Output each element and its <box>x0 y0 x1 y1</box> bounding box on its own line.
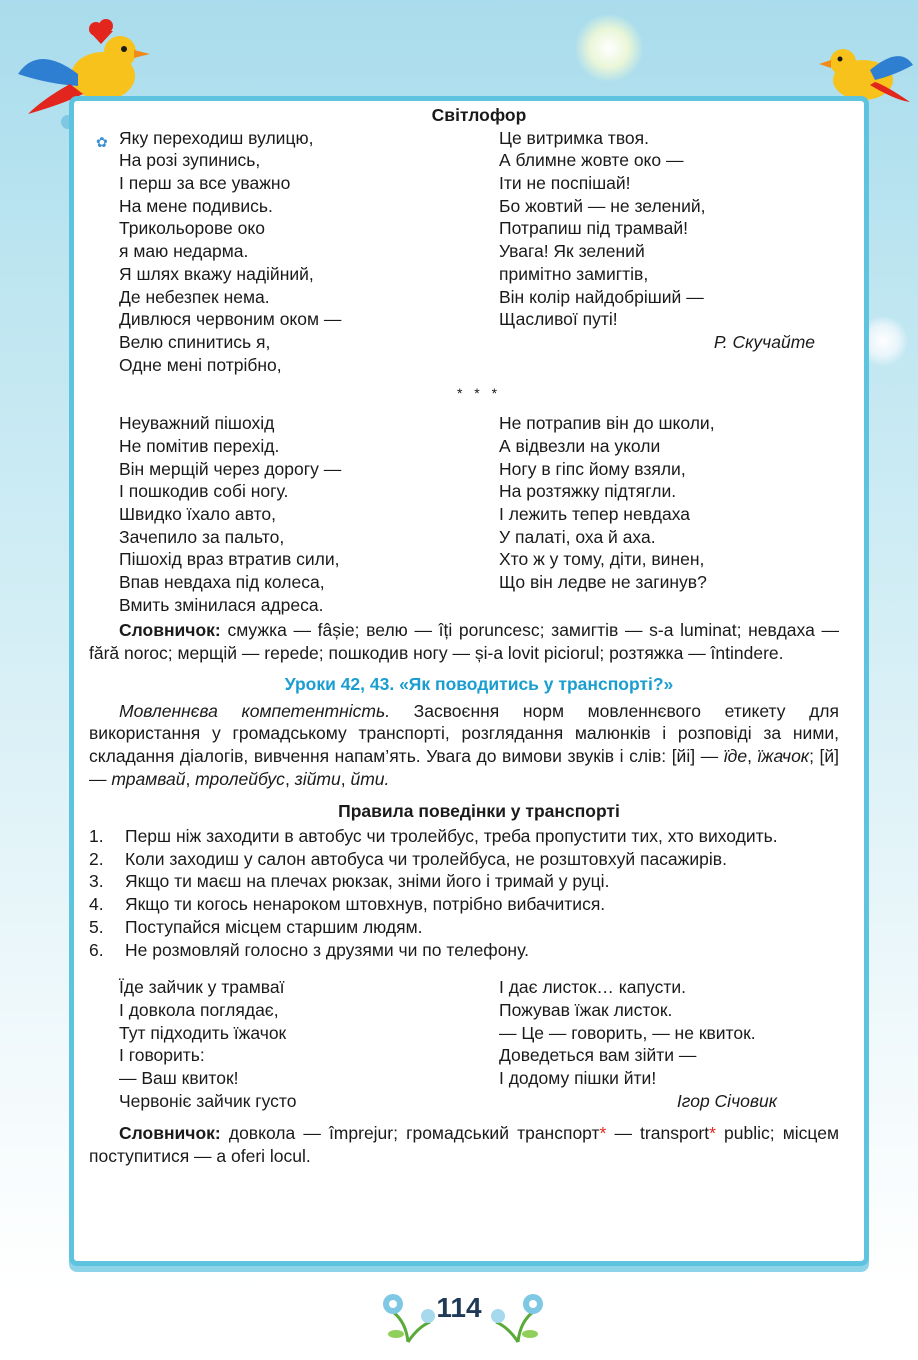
rule-text: Перш ніж заходити в автобус чи тролейбус, треба пропустити тих, хто виходить. <box>125 826 778 847</box>
rule-number: 6. <box>89 939 104 960</box>
poem-title-svitlofor: Світлофор <box>431 105 527 125</box>
glossary-text: смужка — fâșie; велю — îți poruncesc; замигтів — s-a luminat; невдаха — fără noroc; мерщій — repede; пошкодив ногу — și-a lovit piciorul; розтяжка — întindere. <box>89 620 839 664</box>
poem-pishohid-right-column <box>499 412 839 616</box>
poem-line: — Це — говорить, — не квиток. <box>499 1022 756 1043</box>
lesson-example: їжачок <box>757 745 810 766</box>
poem-line: Пожував їжак листок. <box>499 999 673 1020</box>
poem-author: Р. Скучайте <box>713 331 815 352</box>
glossary-text: довкола — împrejur; громадський транспорт <box>228 1123 600 1144</box>
rule-number: 5. <box>89 916 104 937</box>
list-item <box>89 848 839 871</box>
section-separator: * * * <box>456 385 502 402</box>
poem-line: У палаті, оха й аха. <box>499 526 656 547</box>
poem-line: І дає листок… капусти. <box>499 977 686 998</box>
lesson-example: їде <box>723 745 748 766</box>
poem-line: Швидко їхало авто, <box>119 504 276 525</box>
poem-line: Потрапиш під трамвай! <box>499 218 688 239</box>
lesson-title: Уроки 42, 43. «Як поводитись у транспорті?» <box>284 673 674 694</box>
poem-line: На мене подивись. <box>119 195 273 216</box>
poem-line: Хто ж у тому, діти, винен, <box>499 549 705 570</box>
rule-text: Коли заходиш у салон автобуса чи тролейбуса, не розштовхуй пасажирів. <box>125 848 727 869</box>
poem-line: І пошкодив собі ногу. <box>119 481 289 502</box>
poem-line: Яку переходиш вулицю, <box>119 127 314 148</box>
rules-list <box>89 825 839 961</box>
poem-line: Велю спинитись я, <box>119 331 271 352</box>
lesson-example: тролейбус <box>195 768 285 789</box>
poem-line: Їде зайчик у трамваї <box>119 977 285 998</box>
poem-line: Доведеться вам зійти — <box>499 1045 697 1066</box>
lesson-label: Мовленнєва компетентність. <box>119 700 391 721</box>
poem-line: Дивлюся червоним оком — <box>119 309 342 330</box>
poem-line: Іти не поспішай! <box>499 173 631 194</box>
lesson-example: йти. <box>350 768 390 789</box>
poem-line: Бо жовтий — не зелений, <box>499 195 706 216</box>
lesson-example: трамвай <box>111 768 186 789</box>
poem-line: Не потрапив він до школи, <box>499 413 715 434</box>
poem-zaichyk-right-column <box>499 976 839 1112</box>
rule-text: Не розмовляй голосно з друзями чи по телефону. <box>125 939 529 960</box>
poem-line: Впав невдаха під колеса, <box>119 572 325 593</box>
poem-pishohid <box>119 412 839 616</box>
poem-line: Неуважний пішохід <box>119 413 275 434</box>
poem-line: Де небезпек нема. <box>119 286 270 307</box>
glossary-label: Словничок: <box>119 1123 221 1144</box>
glossary-text: public; місцем поступитися — a oferi locul. <box>89 1123 839 1167</box>
poem-svitlofor <box>119 127 839 377</box>
list-item <box>89 870 839 893</box>
asterisk-mark: * <box>709 1123 716 1144</box>
poem-line: А відвезли на уколи <box>499 435 661 456</box>
poem-line: Ногу в гіпс йому взяли, <box>499 458 686 479</box>
poem-line: Він колір найдобріший — <box>499 286 704 307</box>
lesson-text: Засвоєння норм мовленнєвого етикету для використання у громадському транспорті, розглядання малюнків і розповіді за ними, складання діалогів, вивчення напам’ять. Увага до вимови звуків і слів: [йі] — <box>89 700 839 766</box>
poem-zaichyk <box>119 976 839 1112</box>
glossary-1 <box>89 619 839 664</box>
rule-number: 2. <box>89 848 104 869</box>
poem-line: І довкола поглядає, <box>119 999 279 1020</box>
glossary-2 <box>89 1122 839 1167</box>
poem-line: Він мерщій через дорогу — <box>119 458 342 479</box>
small-flower-icon: ✿ <box>96 134 108 150</box>
poem-line: — Ваш квиток! <box>119 1068 239 1089</box>
lesson-example: зійти <box>294 768 341 789</box>
poem-line: Пішохід враз втратив сили, <box>119 549 340 570</box>
poem-line: На розі зупинись, <box>119 150 261 171</box>
page-number: 114 <box>436 1292 482 1323</box>
list-item <box>89 916 839 939</box>
glossary-text: — transport <box>606 1123 710 1144</box>
poem-line: І лежить тепер невдаха <box>499 504 691 525</box>
lesson-description: Мовленнєва компетентність. Засвоєння норм мовленнєвого етикету для використання у громадському транспорті, розглядання малюнків і розповіді за ними, складання діалогів, вивчення напам’ять. Увага до вимови звуків і слів: [йі] — їде, їжачок; [й] — трамвай, тролейбус, зійти, йти. <box>89 700 840 789</box>
list-item <box>89 939 839 962</box>
rule-number: 1. <box>89 826 104 847</box>
poem-svitlofor-right-column <box>499 127 839 377</box>
poem-line: І додому пішки йти! <box>499 1068 657 1089</box>
poem-line: примітно замигтів, <box>499 263 649 284</box>
flower-ornament-right-icon <box>488 1282 548 1344</box>
poem-line: Щасливої путі! <box>499 309 618 330</box>
poem-line: Це витримка твоя. <box>499 127 649 148</box>
lesson-text-mid: ; [й] — <box>89 745 840 789</box>
rule-text: Якщо ти когось ненароком штовхнув, потрібно вибачитися. <box>125 894 606 915</box>
rule-number: 3. <box>89 871 104 892</box>
poem-line: Одне мені потрібно, <box>119 354 282 375</box>
poem-line: Тут підходить їжачок <box>119 1022 287 1043</box>
poem-line: Увага! Як зелений <box>499 241 645 262</box>
list-item <box>89 893 839 916</box>
poem-zaichyk-left-column <box>119 976 499 1112</box>
poem-pishohid-left-column <box>119 412 499 616</box>
poem-line: Вмить змінилася адреса. <box>119 594 324 615</box>
glossary-label: Словничок: <box>119 620 221 641</box>
rule-text: Якщо ти маєш на плечах рюкзак, зніми його і тримай у руці. <box>125 871 610 892</box>
poem-line: Трикольорове око <box>119 218 265 239</box>
poem-author: Ігор Січовик <box>676 1090 777 1111</box>
poem-line: А блимне жовте око — <box>499 150 684 171</box>
poem-line: І говорить: <box>119 1045 205 1066</box>
page-content <box>89 104 840 1168</box>
poem-line: Я шлях вкажу надійний, <box>119 263 314 284</box>
rules-title: Правила поведінки у транспорті <box>338 801 620 822</box>
poem-line: На розтяжку підтягли. <box>499 481 677 502</box>
decorative-dandelion-top <box>575 14 643 82</box>
poem-svitlofor-left-column <box>119 127 499 377</box>
poem-line: Червоніє зайчик густо <box>119 1090 297 1111</box>
poem-line: Зачепило за пальто, <box>119 526 285 547</box>
poem-line: Не помітив перехід. <box>119 435 280 456</box>
poem-line: І перш за все уважно <box>119 173 291 194</box>
rule-text: Поступайся місцем старшим людям. <box>125 916 423 937</box>
list-item <box>89 825 839 848</box>
rule-number: 4. <box>89 894 104 915</box>
poem-line: Що він ледве не загинув? <box>499 572 707 593</box>
asterisk-mark: * <box>599 1123 607 1144</box>
poem-line: я маю недарма. <box>119 241 249 262</box>
